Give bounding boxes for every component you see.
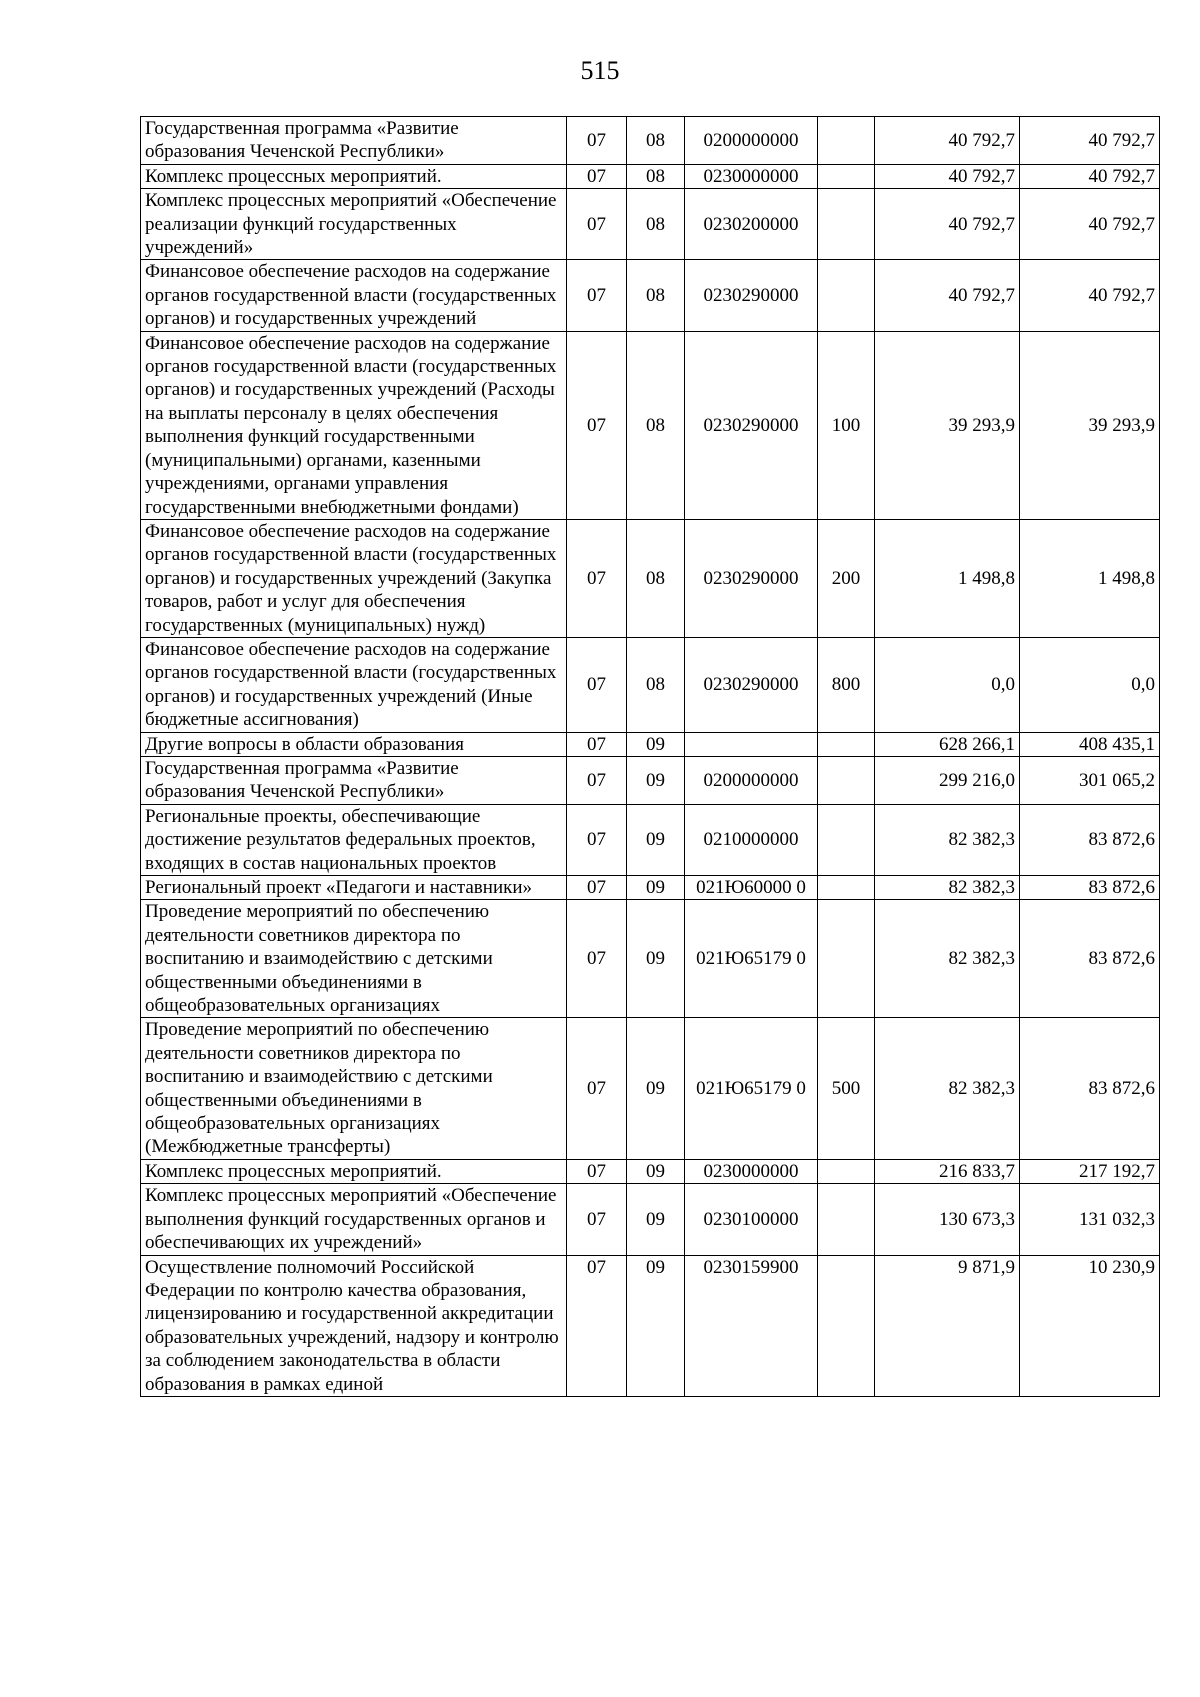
target-article-code: 0230200000 xyxy=(685,189,818,260)
target-article-code: 0230290000 xyxy=(685,260,818,331)
subsection-code: 09 xyxy=(627,804,685,875)
expense-type-code xyxy=(818,1159,875,1183)
item-name: Комплекс процессных мероприятий. xyxy=(141,164,567,188)
amount-year-2: 40 792,7 xyxy=(1020,164,1160,188)
section-code: 07 xyxy=(567,331,627,519)
section-code: 07 xyxy=(567,756,627,804)
amount-year-2: 40 792,7 xyxy=(1020,117,1160,165)
expense-type-code xyxy=(818,900,875,1018)
section-code: 07 xyxy=(567,260,627,331)
amount-year-2: 40 792,7 xyxy=(1020,260,1160,331)
section-code: 07 xyxy=(567,1255,627,1396)
section-code: 07 xyxy=(567,164,627,188)
subsection-code: 08 xyxy=(627,519,685,637)
subsection-code: 09 xyxy=(627,732,685,756)
amount-year-2: 0,0 xyxy=(1020,637,1160,732)
amount-year-2: 39 293,9 xyxy=(1020,331,1160,519)
section-code: 07 xyxy=(567,189,627,260)
amount-year-1: 130 673,3 xyxy=(875,1184,1020,1255)
table-row xyxy=(141,876,1160,900)
table-row xyxy=(141,756,1160,804)
amount-year-2: 1 498,8 xyxy=(1020,519,1160,637)
item-name: Проведение мероприятий по обеспечению деятельности советников директора по воспитанию и взаимодействию с детскими общественными объединениями в общеобразовательных организациях xyxy=(141,900,567,1018)
expense-type-code xyxy=(818,189,875,260)
subsection-code: 08 xyxy=(627,331,685,519)
target-article-code: 0230100000 xyxy=(685,1184,818,1255)
table-row xyxy=(141,732,1160,756)
amount-year-2: 301 065,2 xyxy=(1020,756,1160,804)
table-row xyxy=(141,189,1160,260)
table-row xyxy=(141,260,1160,331)
section-code: 07 xyxy=(567,900,627,1018)
target-article-code: 0200000000 xyxy=(685,117,818,165)
amount-year-1: 299 216,0 xyxy=(875,756,1020,804)
amount-year-2: 83 872,6 xyxy=(1020,900,1160,1018)
expense-type-code: 800 xyxy=(818,637,875,732)
target-article-code: 0210000000 xyxy=(685,804,818,875)
amount-year-1: 40 792,7 xyxy=(875,164,1020,188)
section-code: 07 xyxy=(567,117,627,165)
amount-year-1: 0,0 xyxy=(875,637,1020,732)
table-row xyxy=(141,1255,1160,1396)
expense-type-code xyxy=(818,117,875,165)
expense-type-code: 100 xyxy=(818,331,875,519)
section-code: 07 xyxy=(567,732,627,756)
amount-year-1: 39 293,9 xyxy=(875,331,1020,519)
target-article-code: 0230000000 xyxy=(685,1159,818,1183)
target-article-code xyxy=(685,732,818,756)
amount-year-1: 9 871,9 xyxy=(875,1255,1020,1396)
target-article-code: 0200000000 xyxy=(685,756,818,804)
amount-year-2: 408 435,1 xyxy=(1020,732,1160,756)
amount-year-1: 216 833,7 xyxy=(875,1159,1020,1183)
section-code: 07 xyxy=(567,519,627,637)
target-article-code: 021Ю60000 0 xyxy=(685,876,818,900)
amount-year-1: 82 382,3 xyxy=(875,900,1020,1018)
expense-type-code xyxy=(818,756,875,804)
subsection-code: 08 xyxy=(627,117,685,165)
target-article-code: 021Ю65179 0 xyxy=(685,900,818,1018)
item-name: Финансовое обеспечение расходов на содержание органов государственной власти (государственных органов) и государственных учреждений (Иные бюджетные ассигнования) xyxy=(141,637,567,732)
amount-year-2: 131 032,3 xyxy=(1020,1184,1160,1255)
item-name: Проведение мероприятий по обеспечению деятельности советников директора по воспитанию и взаимодействию с детскими общественными объединениями в общеобразовательных организациях (Межбюджетные трансферты) xyxy=(141,1018,567,1159)
expense-type-code xyxy=(818,804,875,875)
expense-type-code: 500 xyxy=(818,1018,875,1159)
target-article-code: 0230290000 xyxy=(685,331,818,519)
table-row xyxy=(141,117,1160,165)
item-name: Комплекс процессных мероприятий. xyxy=(141,1159,567,1183)
table-row xyxy=(141,1184,1160,1255)
section-code: 07 xyxy=(567,1159,627,1183)
section-code: 07 xyxy=(567,876,627,900)
table-row xyxy=(141,519,1160,637)
table-row xyxy=(141,1018,1160,1159)
expense-type-code xyxy=(818,260,875,331)
item-name: Другие вопросы в области образования xyxy=(141,732,567,756)
table-row xyxy=(141,900,1160,1018)
amount-year-1: 40 792,7 xyxy=(875,189,1020,260)
item-name: Государственная программа «Развитие образования Чеченской Республики» xyxy=(141,117,567,165)
subsection-code: 09 xyxy=(627,1184,685,1255)
amount-year-1: 1 498,8 xyxy=(875,519,1020,637)
subsection-code: 08 xyxy=(627,260,685,331)
item-name: Финансовое обеспечение расходов на содержание органов государственной власти (государственных органов) и государственных учреждений xyxy=(141,260,567,331)
expense-type-code: 200 xyxy=(818,519,875,637)
item-name: Финансовое обеспечение расходов на содержание органов государственной власти (государственных органов) и государственных учреждений (Закупка товаров, работ и услуг для обеспечения государственных (муниципальных) нужд) xyxy=(141,519,567,637)
subsection-code: 09 xyxy=(627,900,685,1018)
amount-year-2: 83 872,6 xyxy=(1020,1018,1160,1159)
subsection-code: 09 xyxy=(627,1159,685,1183)
expense-type-code xyxy=(818,1184,875,1255)
amount-year-1: 40 792,7 xyxy=(875,117,1020,165)
section-code: 07 xyxy=(567,1184,627,1255)
amount-year-1: 82 382,3 xyxy=(875,1018,1020,1159)
amount-year-1: 82 382,3 xyxy=(875,804,1020,875)
item-name: Государственная программа «Развитие образования Чеченской Республики» xyxy=(141,756,567,804)
target-article-code: 0230000000 xyxy=(685,164,818,188)
table-row xyxy=(141,331,1160,519)
subsection-code: 09 xyxy=(627,876,685,900)
item-name: Комплекс процессных мероприятий «Обеспечение реализации функций государственных учреждений» xyxy=(141,189,567,260)
item-name: Комплекс процессных мероприятий «Обеспечение выполнения функций государственных органов и обеспечивающих их учреждений» xyxy=(141,1184,567,1255)
table-row xyxy=(141,637,1160,732)
item-name: Финансовое обеспечение расходов на содержание органов государственной власти (государственных органов) и государственных учреждений (Расходы на выплаты персоналу в целях обеспечения выполнения функций государственными (муниципальными) органами, казенными учреждениями, органами управления государственными внебюджетными фондами) xyxy=(141,331,567,519)
item-name: Осуществление полномочий Российской Федерации по контролю качества образования, лицензированию и государственной аккредитации образовательных учреждений, надзору и контролю за соблюдением законодательства в области образования в рамках единой xyxy=(141,1255,567,1396)
item-name: Региональный проект «Педагоги и наставники» xyxy=(141,876,567,900)
amount-year-2: 10 230,9 xyxy=(1020,1255,1160,1396)
subsection-code: 09 xyxy=(627,756,685,804)
target-article-code: 0230159900 xyxy=(685,1255,818,1396)
section-code: 07 xyxy=(567,637,627,732)
expense-type-code xyxy=(818,1255,875,1396)
expense-type-code xyxy=(818,732,875,756)
subsection-code: 08 xyxy=(627,164,685,188)
target-article-code: 021Ю65179 0 xyxy=(685,1018,818,1159)
target-article-code: 0230290000 xyxy=(685,519,818,637)
page-number: 515 xyxy=(580,56,620,85)
subsection-code: 08 xyxy=(627,189,685,260)
subsection-code: 09 xyxy=(627,1255,685,1396)
section-code: 07 xyxy=(567,804,627,875)
amount-year-2: 40 792,7 xyxy=(1020,189,1160,260)
subsection-code: 09 xyxy=(627,1018,685,1159)
target-article-code: 0230290000 xyxy=(685,637,818,732)
expense-type-code xyxy=(818,164,875,188)
table-row xyxy=(141,804,1160,875)
budget-table-body xyxy=(141,117,1160,1397)
section-code: 07 xyxy=(567,1018,627,1159)
amount-year-1: 40 792,7 xyxy=(875,260,1020,331)
table-row xyxy=(141,1159,1160,1183)
item-name: Региональные проекты, обеспечивающие достижение результатов федеральных проектов, входящих в состав национальных проектов xyxy=(141,804,567,875)
amount-year-1: 82 382,3 xyxy=(875,876,1020,900)
subsection-code: 08 xyxy=(627,637,685,732)
amount-year-2: 217 192,7 xyxy=(1020,1159,1160,1183)
amount-year-2: 83 872,6 xyxy=(1020,804,1160,875)
amount-year-2: 83 872,6 xyxy=(1020,876,1160,900)
budget-table xyxy=(140,116,1160,1397)
amount-year-1: 628 266,1 xyxy=(875,732,1020,756)
table-row xyxy=(141,164,1160,188)
expense-type-code xyxy=(818,876,875,900)
